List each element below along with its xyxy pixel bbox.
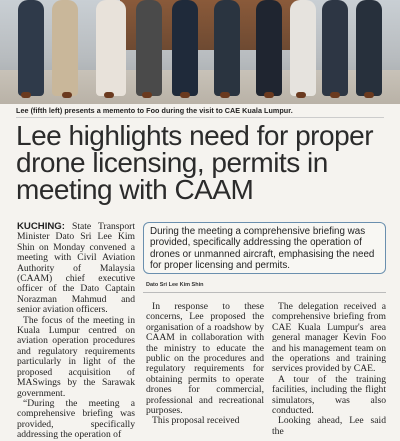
article-paragraph: Looking ahead, Lee said the <box>272 415 386 437</box>
dateline: KUCHING: <box>17 221 65 232</box>
caption-divider <box>16 117 384 118</box>
person-figure <box>290 0 316 96</box>
article-paragraph: KUCHING: State Transport Minister Dato Sri Lee Kim Shin on Monday convened a meeting with Civil Aviation Authority of Malaysia (CAAM) chief executive officer of the Dato Captain Norazman Mahmud and senior aviation officers. <box>17 221 135 316</box>
headline: Lee highlights need for proper drone licensing, permits in meeting with CAAM <box>16 120 374 205</box>
article-paragraph: The focus of the meeting in Kuala Lumpur centred on aviation operation procedures and regulatory requirements particularly in light of the proposed acquisition of MASwings by the Sarawak government. <box>17 314 135 399</box>
article-paragraph: “During the meeting a comprehensive briefing was provided, specifically addressing the operation of <box>17 397 135 441</box>
photo-caption: Lee (fifth left) presents a memento to Foo during the visit to CAE Kuala Lumpur. <box>16 106 293 115</box>
article-paragraph: This proposal received <box>152 415 240 427</box>
pull-quote-attribution: Dato Sri Lee Kim Shin <box>146 282 204 288</box>
article-paragraph: In response to these concerns, Lee proposed the organisation of a roadshow by CAAM in collaboration with the ministry to educate the public on the procedures and regulatory requirements for obtaining permits to operate drones for commercial, professional and recreational purposes. <box>146 301 264 417</box>
person-figure <box>214 0 240 96</box>
person-figure <box>52 0 78 96</box>
person-figure <box>172 0 198 96</box>
pull-quote <box>143 222 386 274</box>
person-figure <box>136 0 162 96</box>
person-figure <box>356 0 382 96</box>
article-column-2 <box>146 302 264 427</box>
article-column-1 <box>17 222 135 441</box>
person-figure <box>322 0 348 96</box>
article-column-3 <box>272 302 386 437</box>
news-photo <box>0 0 400 104</box>
person-figure <box>18 0 44 96</box>
person-figure <box>256 0 282 96</box>
pull-quote-text: During the meeting a comprehensive briefing was provided, specifically addressing the operation of drones or unmanned aircraft, emphasising the need for proper licensing and permits. <box>150 226 375 272</box>
pull-quote-divider <box>143 292 386 293</box>
article-paragraph: The delegation received a comprehensive briefing from CAE Kuala Lumpur's area general manager Kevin Foo and his management team on the operations and training services provided by CAE. <box>272 301 386 375</box>
article-paragraph: A tour of the training facilities, including the flight simulators, was also conducted. <box>272 373 386 417</box>
person-figure <box>96 0 126 96</box>
